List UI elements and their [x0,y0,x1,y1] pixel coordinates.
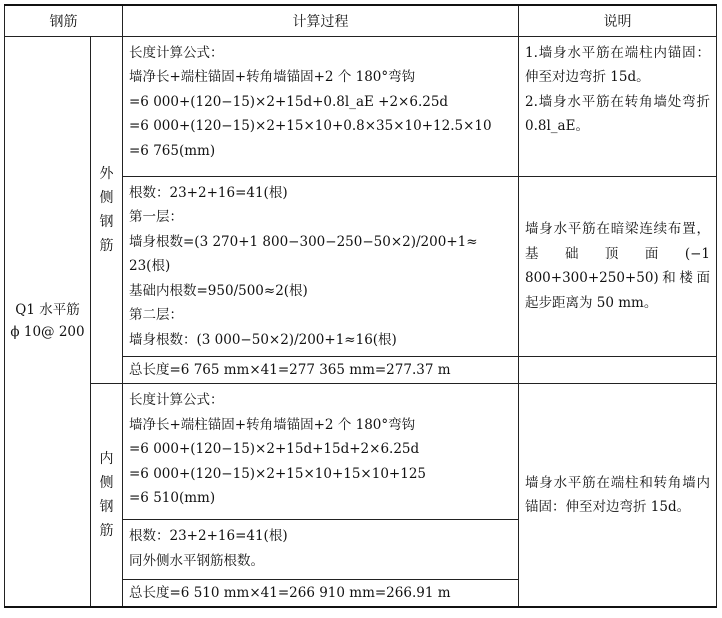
calc-line: 23(根) [129,258,171,274]
inner-note [519,384,717,608]
calc-line: 墙身根数=(3 270+1 800−300−250−50×2)/200+1≈ [129,233,478,250]
inner-total-length: 总长度=6 510 mm×41=266 910 mm=266.91 m [123,580,519,608]
side-char: 钢 [99,499,114,515]
table-row [5,384,717,520]
side-char: 筋 [99,237,114,254]
outer-count-calc [123,176,519,357]
note-text: 墙身水平筋在端柱和转角墙内锚固：伸至对边弯折 15d。 [525,474,710,515]
side-char: 钢 [99,213,114,230]
calc-line: =6 000+(120−15)×2+15d+15d+2×6.25d [129,441,420,457]
calc-line: 墙净长+端柱锚固+转角墙锚固+2 个 180°弯钩 [129,416,416,433]
calc-line: 第一层： [129,209,183,225]
inner-length-calc [123,384,519,520]
outer-length-calc [123,36,519,176]
calc-line: 同外侧水平钢筋根数。 [129,552,264,569]
header-description: 说明 [519,5,717,36]
calc-line: =6 510(mm) [129,490,216,506]
calc-line: 基础内根数=950/500≈2(根) [129,282,308,299]
calc-line: =6 000+(120−15)×2+15×10+15×10+125 [129,465,426,482]
side-char: 侧 [99,475,114,491]
steel-name: Q1 水平筋 [15,302,80,319]
inner-side-label [91,384,123,608]
calc-line: 根数：23+2+16=41(根) [129,528,288,544]
note-text: 墙身水平筋在暗梁连续布置，基础顶面(−1 800+300+250+50)和楼面起步距离为 50 mm。 [525,221,710,311]
table-header-row [5,5,717,36]
note-line: 2.墙身水平筋在转角墙处弯折 0.8l_aE。 [525,93,710,134]
outer-total-length: 总长度=6 765 mm×41=277 365 mm=277.37 m [123,357,519,384]
steel-label-cell [5,36,91,607]
header-rebar: 钢筋 [5,5,123,36]
header-calculation: 计算过程 [123,5,519,36]
rebar-calculation-table [4,4,717,608]
calc-line: 长度计算公式： [129,44,224,61]
note-line: 1.墙身水平筋在端柱内锚固：伸至对边弯折 15d。 [525,44,710,85]
inner-count-calc [123,520,519,580]
calc-line: =6 000+(120−15)×2+15×10+0.8×35×10+12.5×10 [129,118,492,134]
side-char: 内 [99,451,114,467]
steel-spec: ϕ 10@ 200 [10,324,85,341]
calc-line: =6 000+(120−15)×2+15d+0.8l_aE +2×6.25d [129,93,449,110]
calc-line: 根数：23+2+16=41(根) [129,184,288,201]
side-char: 侧 [99,189,114,206]
outer-count-note [519,176,717,357]
side-char: 筋 [99,523,114,539]
calc-line: 墙净长+端柱锚固+转角墙锚固+2 个 180°弯钩 [129,69,416,85]
calc-line: =6 765(mm) [129,142,216,159]
empty-note-cell [519,357,717,384]
side-char: 外 [99,165,114,182]
calc-line: 墙身根数：(3 000−50×2)/200+1≈16(根) [129,331,397,348]
table-row [5,36,717,176]
outer-length-note [519,36,717,176]
outer-side-label [91,36,123,384]
calc-line: 第二层： [129,307,183,323]
calc-line: 长度计算公式： [129,392,224,408]
